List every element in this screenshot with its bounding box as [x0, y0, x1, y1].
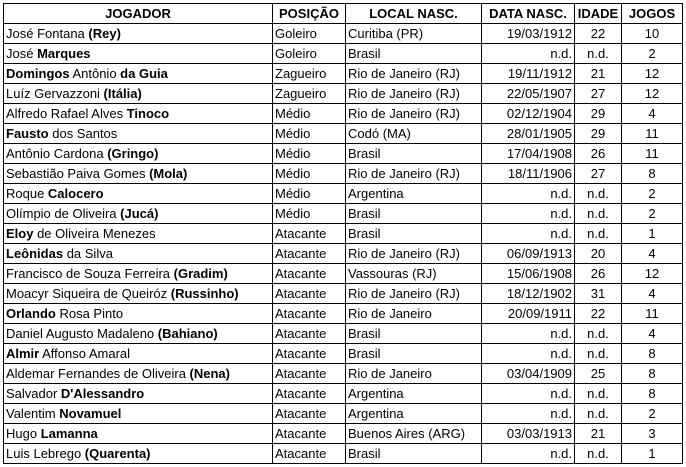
games-cell: 4	[622, 104, 683, 124]
birthplace-cell: Argentina	[346, 404, 482, 424]
player-name-bold-part: (Quarenta)	[84, 445, 151, 461]
player-name-cell	[4, 144, 273, 164]
birthdate-cell: 17/04/1908	[482, 144, 575, 164]
player-name-part: Luis Lebrego	[6, 445, 85, 461]
player-name-part: da Silva	[63, 245, 113, 261]
position-cell: Atacante	[273, 344, 346, 364]
birthdate-cell: 02/12/1904	[482, 104, 575, 124]
player-name-cell	[4, 444, 273, 464]
table-row	[4, 184, 683, 204]
player-name-bold-part: (Nena)	[189, 365, 230, 381]
position-cell: Médio	[273, 144, 346, 164]
player-name-part: Aldemar Fernandes de Oliveira	[6, 365, 190, 381]
games-cell: 3	[622, 424, 683, 444]
position-cell: Atacante	[273, 224, 346, 244]
games-cell: 4	[622, 244, 683, 264]
age-cell: 21	[575, 64, 622, 84]
age-cell: 22	[575, 24, 622, 44]
player-name-cell	[4, 84, 273, 104]
position-cell: Goleiro	[273, 44, 346, 64]
player-name-bold-part: Marques	[37, 45, 91, 61]
column-header-birthdate: DATA NASC.	[482, 4, 575, 24]
player-name-bold-part: Orlando	[6, 305, 56, 321]
player-name-part: Sebastião Paiva Gomes	[6, 165, 150, 181]
table-row	[4, 304, 683, 324]
birthdate-cell: 28/01/1905	[482, 124, 575, 144]
player-name-bold-part: Fausto	[6, 125, 49, 141]
player-name-bold-part: da Guia	[120, 65, 168, 81]
age-cell: 27	[575, 84, 622, 104]
games-cell: 10	[622, 24, 683, 44]
birthdate-cell: n.d.	[482, 324, 575, 344]
birthplace-cell: Brasil	[346, 444, 482, 464]
position-cell: Médio	[273, 104, 346, 124]
position-cell: Médio	[273, 204, 346, 224]
column-header-age: IDADE	[575, 4, 622, 24]
position-cell: Atacante	[273, 444, 346, 464]
games-cell: 1	[622, 444, 683, 464]
player-name-cell	[4, 164, 273, 184]
position-cell: Atacante	[273, 364, 346, 384]
player-name-part: Roque	[6, 185, 48, 201]
games-cell: 2	[622, 44, 683, 64]
birthplace-cell: Brasil	[346, 344, 482, 364]
games-cell: 11	[622, 144, 683, 164]
player-name-part: Francisco de Souza Ferreira	[6, 265, 174, 281]
birthplace-cell: Buenos Aires (ARG)	[346, 424, 482, 444]
player-name-part: Affonso Amaral	[39, 345, 131, 361]
player-name-cell	[4, 44, 273, 64]
player-name-cell	[4, 204, 273, 224]
games-cell: 8	[622, 344, 683, 364]
player-name-bold-part: Lamanna	[40, 425, 98, 441]
player-name-part: Valentim	[6, 405, 60, 421]
birthdate-cell: 15/06/1908	[482, 264, 575, 284]
birthdate-cell: n.d.	[482, 224, 575, 244]
header-row	[4, 4, 683, 24]
birthdate-cell: n.d.	[482, 344, 575, 364]
column-header-position: POSIÇÃO	[273, 4, 346, 24]
position-cell: Atacante	[273, 404, 346, 424]
birthdate-cell: 19/03/1912	[482, 24, 575, 44]
birthdate-cell: 18/11/1906	[482, 164, 575, 184]
player-name-cell	[4, 24, 273, 44]
table-row	[4, 264, 683, 284]
age-cell: n.d.	[575, 44, 622, 64]
position-cell: Zagueiro	[273, 84, 346, 104]
birthdate-cell: 03/04/1909	[482, 364, 575, 384]
birthdate-cell: 18/12/1902	[482, 284, 575, 304]
birthdate-cell: n.d.	[482, 44, 575, 64]
player-name-bold-part: Almir	[6, 345, 40, 361]
position-cell: Zagueiro	[273, 64, 346, 84]
player-name-bold-part: Novamuel	[59, 405, 122, 421]
player-name-cell	[4, 344, 273, 364]
player-name-bold-part: (Rey)	[88, 25, 121, 41]
player-name-part: de Oliveira Menezes	[33, 225, 156, 241]
player-name-bold-part: (Gradim)	[173, 265, 228, 281]
player-name-cell	[4, 424, 273, 444]
birthdate-cell: 22/05/1907	[482, 84, 575, 104]
age-cell: n.d.	[575, 184, 622, 204]
player-name-bold-part: (Itália)	[103, 85, 142, 101]
player-name-part: Luíz Gervazzoni	[6, 85, 104, 101]
birthplace-cell: Rio de Janeiro (RJ)	[346, 84, 482, 104]
games-cell: 12	[622, 84, 683, 104]
position-cell: Atacante	[273, 304, 346, 324]
player-name-part: Daniel Augusto Madaleno	[6, 325, 158, 341]
position-cell: Atacante	[273, 324, 346, 344]
position-cell: Médio	[273, 184, 346, 204]
player-name-part: José	[6, 45, 38, 61]
birthplace-cell: Brasil	[346, 204, 482, 224]
player-name-part: Olímpio de Oliveira	[6, 205, 121, 221]
table-body	[4, 24, 683, 464]
position-cell: Médio	[273, 164, 346, 184]
birthplace-cell: Rio de Janeiro	[346, 364, 482, 384]
age-cell: 26	[575, 144, 622, 164]
age-cell: 29	[575, 124, 622, 144]
table-row	[4, 384, 683, 404]
age-cell: n.d.	[575, 224, 622, 244]
games-cell: 2	[622, 404, 683, 424]
player-name-part: Antônio Cardona	[6, 145, 108, 161]
player-roster-table	[3, 3, 683, 464]
games-cell: 8	[622, 164, 683, 184]
birthdate-cell: 03/03/1913	[482, 424, 575, 444]
games-cell: 2	[622, 204, 683, 224]
player-name-cell	[4, 104, 273, 124]
birthplace-cell: Brasil	[346, 224, 482, 244]
player-name-bold-part: Leônidas	[6, 245, 64, 261]
birthdate-cell: 06/09/1913	[482, 244, 575, 264]
player-name-part: José Fontana	[6, 25, 89, 41]
table-row	[4, 364, 683, 384]
age-cell: n.d.	[575, 444, 622, 464]
player-name-cell	[4, 404, 273, 424]
table-row	[4, 104, 683, 124]
position-cell: Atacante	[273, 244, 346, 264]
table-row	[4, 444, 683, 464]
birthplace-cell: Rio de Janeiro (RJ)	[346, 284, 482, 304]
player-name-part: dos Santos	[48, 125, 118, 141]
table-row	[4, 124, 683, 144]
position-cell: Médio	[273, 124, 346, 144]
table-row	[4, 284, 683, 304]
birthdate-cell: n.d.	[482, 384, 575, 404]
games-cell: 11	[622, 304, 683, 324]
birthdate-cell: n.d.	[482, 204, 575, 224]
player-name-cell	[4, 284, 273, 304]
games-cell: 2	[622, 184, 683, 204]
table-row	[4, 164, 683, 184]
player-name-cell	[4, 184, 273, 204]
age-cell: 27	[575, 164, 622, 184]
table-row	[4, 204, 683, 224]
player-name-bold-part: (Mola)	[149, 165, 188, 181]
birthdate-cell: n.d.	[482, 184, 575, 204]
age-cell: 29	[575, 104, 622, 124]
games-cell: 11	[622, 124, 683, 144]
birthplace-cell: Vassouras (RJ)	[346, 264, 482, 284]
table-header	[4, 4, 683, 24]
player-name-part: Antônio	[69, 65, 121, 81]
column-header-birthplace: LOCAL NASC.	[346, 4, 482, 24]
column-header-player: JOGADOR	[4, 4, 273, 24]
player-name-bold-part: Calocero	[47, 185, 104, 201]
player-name-part: Salvador	[6, 385, 61, 401]
player-name-cell	[4, 64, 273, 84]
table-row	[4, 64, 683, 84]
position-cell: Atacante	[273, 284, 346, 304]
games-cell: 1	[622, 224, 683, 244]
column-header-games: JOGOS	[622, 4, 683, 24]
player-name-bold-part: Eloy	[6, 225, 34, 241]
table-row	[4, 424, 683, 444]
player-name-part: Hugo	[6, 425, 41, 441]
games-cell: 4	[622, 284, 683, 304]
age-cell: 20	[575, 244, 622, 264]
player-name-cell	[4, 124, 273, 144]
player-name-cell	[4, 304, 273, 324]
birthplace-cell: Argentina	[346, 384, 482, 404]
birthdate-cell: n.d.	[482, 404, 575, 424]
birthplace-cell: Codó (MA)	[346, 124, 482, 144]
player-name-cell	[4, 324, 273, 344]
player-name-bold-part: (Gringo)	[107, 145, 159, 161]
birthplace-cell: Brasil	[346, 44, 482, 64]
player-name-part: Alfredo Rafael Alves	[6, 105, 127, 121]
games-cell: 12	[622, 64, 683, 84]
birthplace-cell: Rio de Janeiro	[346, 304, 482, 324]
table-row	[4, 84, 683, 104]
birthplace-cell: Brasil	[346, 324, 482, 344]
table-row	[4, 344, 683, 364]
birthplace-cell: Rio de Janeiro (RJ)	[346, 64, 482, 84]
player-name-bold-part: D'Alessandro	[60, 385, 145, 401]
table-row	[4, 144, 683, 164]
player-name-cell	[4, 224, 273, 244]
table-row	[4, 44, 683, 64]
age-cell: 25	[575, 364, 622, 384]
games-cell: 12	[622, 264, 683, 284]
player-name-cell	[4, 384, 273, 404]
age-cell: 31	[575, 284, 622, 304]
birthdate-cell: 19/11/1912	[482, 64, 575, 84]
birthplace-cell: Curitiba (PR)	[346, 24, 482, 44]
position-cell: Goleiro	[273, 24, 346, 44]
age-cell: n.d.	[575, 384, 622, 404]
birthplace-cell: Brasil	[346, 144, 482, 164]
player-name-part: Rosa Pinto	[55, 305, 124, 321]
table-row	[4, 224, 683, 244]
player-name-cell	[4, 244, 273, 264]
age-cell: n.d.	[575, 324, 622, 344]
age-cell: n.d.	[575, 344, 622, 364]
games-cell: 8	[622, 364, 683, 384]
position-cell: Atacante	[273, 424, 346, 444]
birthplace-cell: Rio de Janeiro (RJ)	[346, 164, 482, 184]
player-name-cell	[4, 264, 273, 284]
player-name-bold-part: (Jucá)	[120, 205, 159, 221]
table-row	[4, 324, 683, 344]
games-cell: 8	[622, 384, 683, 404]
player-name-bold-part: (Russinho)	[170, 285, 239, 301]
age-cell: n.d.	[575, 204, 622, 224]
position-cell: Atacante	[273, 264, 346, 284]
birthplace-cell: Rio de Janeiro (RJ)	[346, 244, 482, 264]
player-name-bold-part: (Bahiano)	[157, 325, 218, 341]
table-row	[4, 404, 683, 424]
table-row	[4, 244, 683, 264]
player-name-bold-part: Domingos	[6, 65, 70, 81]
birthdate-cell: n.d.	[482, 444, 575, 464]
age-cell: 21	[575, 424, 622, 444]
birthplace-cell: Rio de Janeiro (RJ)	[346, 104, 482, 124]
age-cell: n.d.	[575, 404, 622, 424]
position-cell: Atacante	[273, 384, 346, 404]
games-cell: 4	[622, 324, 683, 344]
player-name-cell	[4, 364, 273, 384]
birthplace-cell: Argentina	[346, 184, 482, 204]
player-name-part: Moacyr Siqueira de Queiróz	[6, 285, 171, 301]
age-cell: 22	[575, 304, 622, 324]
table-row	[4, 24, 683, 44]
player-name-bold-part: Tinoco	[126, 105, 170, 121]
age-cell: 26	[575, 264, 622, 284]
birthdate-cell: 20/09/1911	[482, 304, 575, 324]
